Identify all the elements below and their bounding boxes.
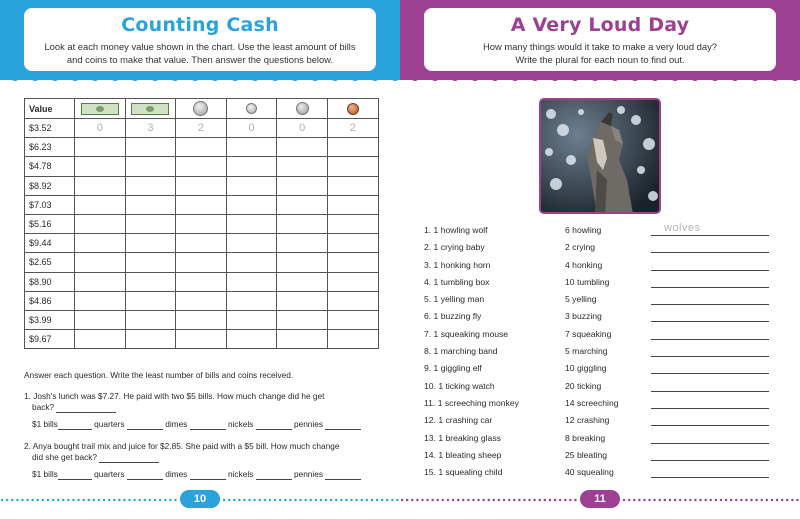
money-value: $6.23 — [25, 138, 75, 157]
count-cell[interactable]: 0 — [277, 119, 328, 138]
count-cell[interactable] — [125, 214, 176, 233]
count-cell[interactable] — [176, 234, 227, 253]
list-item — [424, 272, 774, 289]
count-cell[interactable] — [327, 253, 378, 272]
count-cell[interactable] — [125, 253, 176, 272]
count-cell[interactable]: 2 — [176, 119, 227, 138]
answer-row-1: $1 bills quarters dimes nickels pennies — [24, 419, 379, 430]
answer-line[interactable] — [651, 356, 769, 357]
page-number: 10 — [180, 490, 220, 508]
instructions: How many things would it take to make a very loud day? Write the plural for each noun to find out. — [483, 41, 717, 65]
answer-line[interactable] — [99, 453, 159, 463]
count-cell[interactable]: 0 — [75, 119, 126, 138]
list-item — [424, 428, 774, 445]
plural-prompt: 3 buzzing — [565, 311, 602, 322]
list-item — [424, 220, 774, 237]
list-item — [424, 324, 774, 341]
right-page — [400, 0, 800, 519]
answer-line[interactable] — [651, 304, 769, 305]
money-value: $4.86 — [25, 291, 75, 310]
table-header-row — [25, 99, 379, 119]
list-item — [424, 462, 774, 479]
table-row — [25, 195, 379, 214]
count-cell[interactable] — [226, 330, 277, 349]
question-2 — [24, 441, 379, 480]
list-item — [424, 410, 774, 427]
dotted-border-right — [622, 498, 800, 502]
answer-line[interactable] — [651, 425, 769, 426]
answer-line[interactable] — [651, 235, 769, 236]
count-cell[interactable] — [327, 291, 378, 310]
answer-line[interactable] — [651, 373, 769, 374]
count-cell[interactable] — [277, 330, 328, 349]
plural-prompt: 7 squeaking — [565, 328, 612, 339]
dime-icon — [226, 99, 277, 119]
question-2-text: 2. Anya bought trail mix and juice for $2.85. She paid with a $5 bill. How much change — [24, 441, 340, 451]
count-cell[interactable] — [176, 272, 227, 291]
quarter-icon — [176, 99, 227, 119]
table-row — [25, 138, 379, 157]
answer-line[interactable] — [651, 391, 769, 392]
count-cell[interactable] — [75, 291, 126, 310]
count-cell[interactable] — [125, 234, 176, 253]
singular-noun: 6. 1 buzzing fly — [424, 311, 482, 322]
table-row — [25, 119, 379, 138]
plural-prompt: 14 screeching — [565, 397, 619, 408]
page-title: A Very Loud Day — [510, 14, 690, 36]
money-value: $3.52 — [25, 119, 75, 138]
dimes-blank[interactable] — [190, 420, 226, 430]
count-cell[interactable] — [226, 291, 277, 310]
count-cell[interactable] — [125, 176, 176, 195]
money-value: $7.03 — [25, 195, 75, 214]
answer-line[interactable] — [651, 321, 769, 322]
table-row — [25, 253, 379, 272]
count-cell[interactable] — [75, 234, 126, 253]
money-value: $4.78 — [25, 157, 75, 176]
list-item — [424, 445, 774, 462]
example-answer: wolves — [664, 222, 701, 234]
count-cell[interactable] — [277, 214, 328, 233]
list-item — [424, 376, 774, 393]
table-row — [25, 291, 379, 310]
plural-prompt: 20 ticking — [565, 380, 602, 391]
count-cell[interactable] — [226, 176, 277, 195]
singular-noun: 15. 1 squealing child — [424, 467, 503, 478]
count-cell[interactable] — [176, 157, 227, 176]
count-cell[interactable]: 2 — [327, 119, 378, 138]
count-cell[interactable] — [327, 272, 378, 291]
singular-noun: 5. 1 yelling man — [424, 294, 485, 305]
count-cell[interactable] — [327, 157, 378, 176]
singular-noun: 7. 1 squeaking mouse — [424, 328, 509, 339]
question-1-text-cont: back? — [32, 402, 55, 412]
count-cell[interactable] — [327, 176, 378, 195]
nickels-blank[interactable] — [256, 470, 292, 480]
count-cell[interactable] — [75, 330, 126, 349]
page-number: 11 — [580, 490, 620, 508]
list-item — [424, 237, 774, 254]
singular-noun: 13. 1 breaking glass — [424, 432, 501, 443]
plural-prompt: 5 yelling — [565, 294, 597, 305]
singular-noun: 14. 1 bleating sheep — [424, 449, 502, 460]
count-cell[interactable] — [327, 234, 378, 253]
title-box — [424, 8, 776, 71]
question-1 — [24, 391, 379, 430]
count-cell[interactable]: 0 — [226, 119, 277, 138]
five-dollar-bill-icon — [75, 99, 126, 119]
plural-prompt: 2 crying — [565, 242, 596, 253]
count-cell[interactable] — [75, 253, 126, 272]
answer-line[interactable] — [651, 270, 769, 271]
count-cell[interactable] — [277, 272, 328, 291]
bills-blank[interactable] — [58, 420, 92, 430]
table-row — [25, 214, 379, 233]
count-cell[interactable] — [176, 330, 227, 349]
answer-row-2: $1 bills quarters dimes nickels pennies — [24, 469, 379, 480]
money-value: $2.65 — [25, 253, 75, 272]
count-cell[interactable] — [226, 157, 277, 176]
plural-prompt: 8 breaking — [565, 432, 606, 443]
table-row — [25, 176, 379, 195]
one-dollar-bill-icon — [125, 99, 176, 119]
noun-list — [424, 220, 774, 479]
answer-line[interactable] — [651, 460, 769, 461]
singular-noun: 11. 1 screeching monkey — [424, 397, 519, 408]
bills-blank[interactable] — [58, 470, 92, 480]
count-cell[interactable] — [125, 310, 176, 329]
money-value: $3.99 — [25, 310, 75, 329]
money-chart — [24, 98, 379, 349]
money-value: $9.44 — [25, 234, 75, 253]
instructions: Look at each money value shown in the chart. Use the least amount of bills and coins to make that value. Then answer the questions below. — [44, 41, 356, 65]
count-cell[interactable] — [226, 195, 277, 214]
answer-line[interactable] — [651, 339, 769, 340]
dotted-border-left — [400, 498, 578, 502]
list-item — [424, 341, 774, 358]
plural-prompt: 40 squealing — [565, 467, 614, 478]
count-cell[interactable] — [226, 310, 277, 329]
pennies-blank[interactable] — [325, 420, 361, 430]
nickels-blank[interactable] — [256, 420, 292, 430]
count-cell[interactable] — [226, 214, 277, 233]
list-item — [424, 393, 774, 410]
wave-border — [400, 72, 800, 86]
singular-noun: 10. 1 ticking watch — [424, 380, 495, 391]
answer-line[interactable] — [651, 252, 769, 253]
money-value: $8.92 — [25, 176, 75, 195]
count-cell[interactable] — [327, 330, 378, 349]
count-cell[interactable] — [75, 272, 126, 291]
wave-border — [0, 72, 400, 86]
list-item — [424, 358, 774, 375]
count-cell[interactable] — [125, 138, 176, 157]
quarters-blank[interactable] — [127, 470, 163, 480]
count-cell[interactable] — [176, 195, 227, 214]
howling-wolf-photo — [539, 98, 661, 214]
singular-noun: 1. 1 howling wolf — [424, 225, 488, 235]
value-header: Value — [25, 99, 75, 119]
count-cell[interactable] — [277, 310, 328, 329]
singular-noun: 3. 1 honking horn — [424, 259, 491, 270]
count-cell[interactable] — [75, 310, 126, 329]
count-cell[interactable] — [327, 195, 378, 214]
count-cell[interactable] — [327, 310, 378, 329]
count-cell[interactable] — [75, 214, 126, 233]
dotted-border-left — [0, 498, 178, 502]
pennies-blank[interactable] — [325, 470, 361, 480]
count-cell[interactable]: 3 — [125, 119, 176, 138]
count-cell[interactable] — [125, 272, 176, 291]
answer-line[interactable] — [651, 408, 769, 409]
plural-prompt: 12 crashing — [565, 415, 610, 426]
list-item — [424, 255, 774, 272]
answer-line[interactable] — [651, 287, 769, 288]
answer-line[interactable] — [56, 403, 116, 413]
dimes-blank[interactable] — [190, 470, 226, 480]
count-cell[interactable] — [176, 176, 227, 195]
money-value: $8.90 — [25, 272, 75, 291]
table-row — [25, 157, 379, 176]
quarters-blank[interactable] — [127, 420, 163, 430]
page-title: Counting Cash — [121, 14, 279, 36]
penny-icon — [327, 99, 378, 119]
plural-prompt: 5 marching — [565, 346, 608, 357]
count-cell[interactable] — [277, 195, 328, 214]
count-cell[interactable] — [75, 176, 126, 195]
count-cell[interactable] — [277, 138, 328, 157]
table-row — [25, 272, 379, 291]
count-cell[interactable] — [226, 138, 277, 157]
count-cell[interactable] — [226, 272, 277, 291]
plural-prompt: 10 giggling — [565, 363, 607, 374]
singular-noun: 9. 1 giggling elf — [424, 363, 482, 374]
nickel-icon — [277, 99, 328, 119]
count-cell[interactable] — [176, 214, 227, 233]
plural-prompt: 25 bleating — [565, 449, 608, 460]
count-cell[interactable] — [226, 234, 277, 253]
count-cell[interactable] — [277, 157, 328, 176]
count-cell[interactable] — [125, 291, 176, 310]
count-cell[interactable] — [176, 291, 227, 310]
count-cell[interactable] — [125, 195, 176, 214]
count-cell[interactable] — [75, 138, 126, 157]
singular-noun: 2. 1 crying baby — [424, 242, 485, 253]
answer-line[interactable] — [651, 443, 769, 444]
answer-line[interactable] — [651, 477, 769, 478]
plural-prompt: 10 tumbling — [565, 276, 610, 287]
singular-noun: 8. 1 marching band — [424, 346, 498, 357]
title-box — [24, 8, 376, 71]
count-cell[interactable] — [327, 214, 378, 233]
count-cell[interactable] — [176, 310, 227, 329]
count-cell[interactable] — [277, 234, 328, 253]
question-2-text-cont: did she get back? — [32, 452, 98, 462]
money-value: $9.67 — [25, 330, 75, 349]
table-row — [25, 330, 379, 349]
count-cell[interactable] — [75, 195, 126, 214]
singular-noun: 4. 1 tumbling box — [424, 276, 490, 287]
count-cell[interactable] — [176, 253, 227, 272]
count-cell[interactable] — [277, 253, 328, 272]
count-cell[interactable] — [125, 157, 176, 176]
plural-prompt: 6 howling — [565, 225, 602, 235]
money-value: $5.16 — [25, 214, 75, 233]
table-row — [25, 310, 379, 329]
questions-intro: Answer each question. Write the least number of bills and coins received. — [24, 370, 294, 380]
count-cell[interactable] — [327, 138, 378, 157]
table-row — [25, 234, 379, 253]
count-cell[interactable] — [226, 253, 277, 272]
count-cell[interactable] — [277, 176, 328, 195]
count-cell[interactable] — [277, 291, 328, 310]
question-1-text: 1. Josh's lunch was $7.27. He paid with two $5 bills. How much change did he get — [24, 391, 325, 401]
plural-prompt: 4 honking — [565, 259, 603, 270]
count-cell[interactable] — [125, 330, 176, 349]
list-item — [424, 289, 774, 306]
count-cell[interactable] — [176, 138, 227, 157]
singular-noun: 12. 1 crashing car — [424, 415, 493, 426]
dotted-border-right — [222, 498, 400, 502]
list-item — [424, 306, 774, 323]
count-cell[interactable] — [75, 157, 126, 176]
